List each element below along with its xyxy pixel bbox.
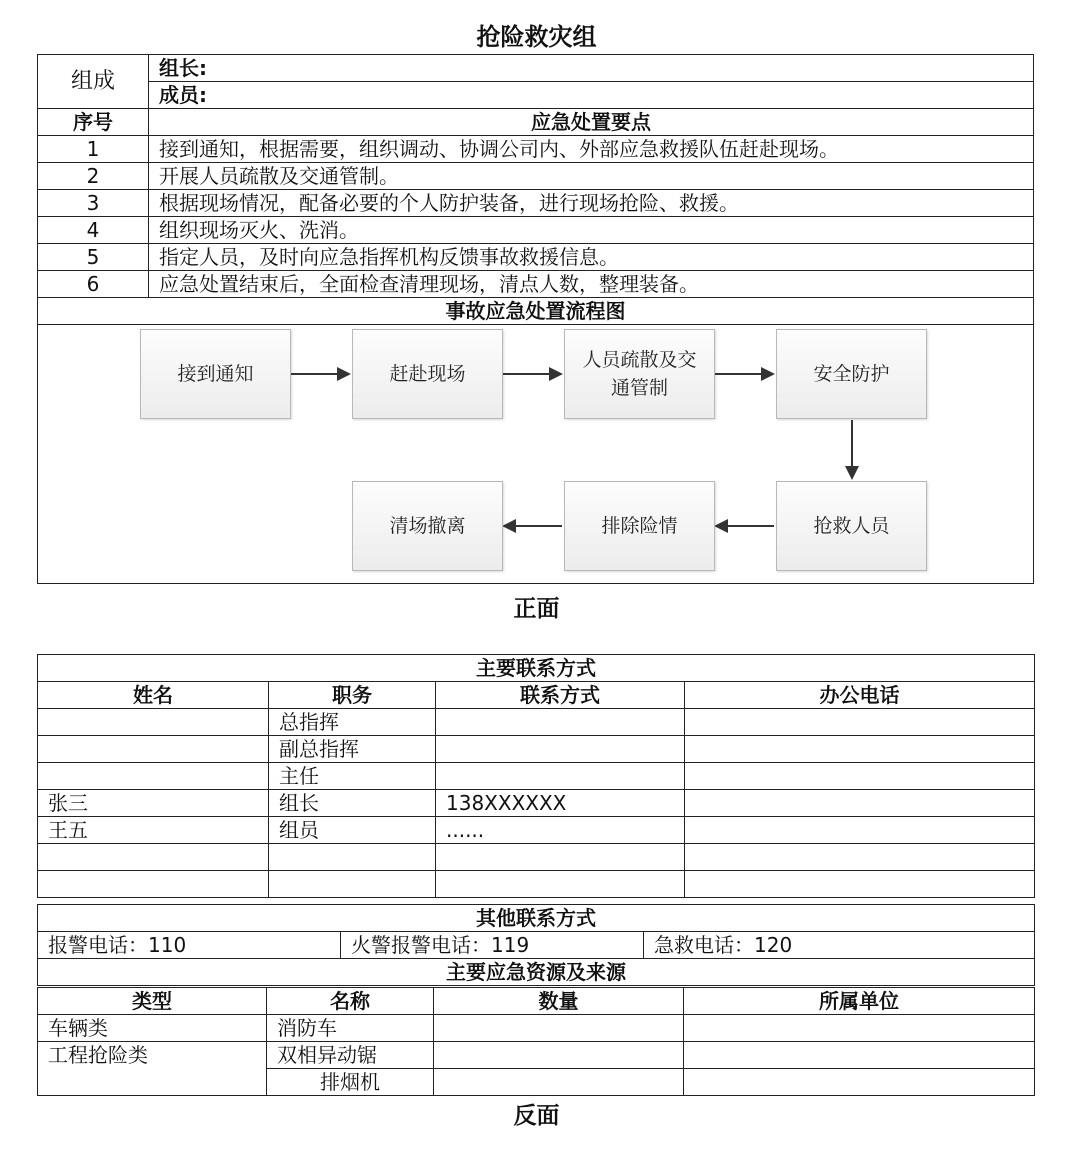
- flow-node-receive-notice: 接到通知: [140, 329, 291, 419]
- resource-quantity: [434, 1042, 684, 1069]
- step-index: 5: [38, 244, 149, 271]
- contact-method: ......: [436, 817, 685, 844]
- other-contacts-table: [37, 904, 1035, 986]
- contact-method: [436, 871, 685, 898]
- members-field: 成员:: [149, 82, 1034, 109]
- contact-office: [685, 763, 1035, 790]
- contacts-title-row: [38, 655, 1035, 682]
- resource-row: [38, 1042, 1035, 1069]
- resource-unit: [684, 1015, 1035, 1042]
- step-text: 指定人员，及时向应急指挥机构反馈事故救援信息。: [149, 244, 1034, 271]
- back-caption: 反面: [513, 1103, 560, 1129]
- step-index: 6: [38, 271, 149, 298]
- contact-name: [38, 709, 269, 736]
- contacts-header-row: [38, 682, 1035, 709]
- front-caption: 正面: [513, 596, 560, 622]
- resource-name: 消防车: [267, 1015, 434, 1042]
- index-header: 序号: [38, 109, 149, 136]
- contact-method: [436, 763, 685, 790]
- contacts-table: [37, 654, 1035, 898]
- arrow-left-icon: [504, 525, 562, 527]
- composition-row-leader: [38, 55, 1034, 82]
- step-text: 接到通知，根据需要，组织调动、协调公司内、外部应急救援队伍赶赴现场。: [149, 136, 1034, 163]
- flow-node-evacuation-traffic: 人员疏散及交通管制: [564, 329, 715, 419]
- emergency-procedure-table: [37, 54, 1034, 584]
- contact-position: 组长: [269, 790, 436, 817]
- other-contacts-title-row: [38, 905, 1035, 932]
- leader-field: 组长:: [149, 55, 1034, 82]
- contact-position: [269, 844, 436, 871]
- steps-header-row: [38, 109, 1034, 136]
- contact-row: [38, 844, 1035, 871]
- contact-position: 总指挥: [269, 709, 436, 736]
- header-office-phone: 办公电话: [685, 682, 1035, 709]
- step-row: [38, 136, 1034, 163]
- header-resource-name: 名称: [267, 988, 434, 1015]
- contact-name: 张三: [38, 790, 269, 817]
- resource-row: [38, 1015, 1035, 1042]
- header-contact: 联系方式: [436, 682, 685, 709]
- arrow-down-icon: [851, 420, 853, 478]
- arrow-right-icon: [291, 373, 349, 375]
- contact-method: 138XXXXXX: [436, 790, 685, 817]
- contact-office: [685, 871, 1035, 898]
- contact-row: [38, 871, 1035, 898]
- flow-node-rescue-people: 抢救人员: [776, 481, 927, 571]
- contact-name: [38, 736, 269, 763]
- step-row: [38, 271, 1034, 298]
- step-index: 3: [38, 190, 149, 217]
- step-row: [38, 244, 1034, 271]
- step-row: [38, 163, 1034, 190]
- flowchart-title: 事故应急处置流程图: [38, 298, 1034, 325]
- step-row: [38, 217, 1034, 244]
- contact-name: 王五: [38, 817, 269, 844]
- flowchart-cell: [38, 325, 1034, 584]
- resource-unit: [684, 1042, 1035, 1069]
- contact-office: [685, 709, 1035, 736]
- composition-label: 组成: [38, 55, 149, 109]
- step-text: 应急处置结束后，全面检查清理现场，清点人数，整理装备。: [149, 271, 1034, 298]
- header-name: 姓名: [38, 682, 269, 709]
- contact-name: [38, 844, 269, 871]
- contact-method: [436, 736, 685, 763]
- step-index: 1: [38, 136, 149, 163]
- resource-quantity: [434, 1015, 684, 1042]
- resource-name: 双相异动锯: [267, 1042, 434, 1069]
- contact-position: 组员: [269, 817, 436, 844]
- contacts-title: 主要联系方式: [38, 655, 1035, 682]
- fire-phone: 火警报警电话：119: [341, 932, 644, 959]
- contact-row: [38, 817, 1035, 844]
- step-text: 开展人员疏散及交通管制。: [149, 163, 1034, 190]
- resources-title-row: [38, 959, 1035, 986]
- contact-office: [685, 736, 1035, 763]
- contact-office: [685, 844, 1035, 871]
- resource-quantity: [434, 1069, 684, 1096]
- contact-row: [38, 790, 1035, 817]
- ambulance-phone: 急救电话：120: [644, 932, 1035, 959]
- resource-unit: [684, 1069, 1035, 1096]
- header-quantity: 数量: [434, 988, 684, 1015]
- contact-office: [685, 817, 1035, 844]
- contact-position: 主任: [269, 763, 436, 790]
- composition-row-members: [38, 82, 1034, 109]
- contact-position: [269, 871, 436, 898]
- flowchart: [38, 325, 1033, 583]
- contact-row: [38, 736, 1035, 763]
- page-title: 抢险救灾组: [476, 23, 597, 51]
- flow-node-rush-to-scene: 赶赴现场: [352, 329, 503, 419]
- header-position: 职务: [269, 682, 436, 709]
- header-owner-unit: 所属单位: [684, 988, 1035, 1015]
- header-type: 类型: [38, 988, 267, 1015]
- flow-node-safety-protection: 安全防护: [776, 329, 927, 419]
- flow-node-eliminate-hazard: 排除险情: [564, 481, 715, 571]
- content-header: 应急处置要点: [149, 109, 1034, 136]
- resource-type: 工程抢险类: [38, 1042, 267, 1096]
- other-contacts-title: 其他联系方式: [38, 905, 1035, 932]
- other-contacts-row: [38, 932, 1035, 959]
- contact-row: [38, 763, 1035, 790]
- resource-name: 排烟机: [267, 1069, 434, 1096]
- contact-method: [436, 844, 685, 871]
- resources-title: 主要应急资源及来源: [38, 959, 1035, 986]
- contact-row: [38, 709, 1035, 736]
- resources-table: [37, 987, 1035, 1096]
- resources-header-row: [38, 988, 1035, 1015]
- contact-office: [685, 790, 1035, 817]
- contact-position: 副总指挥: [269, 736, 436, 763]
- contact-method: [436, 709, 685, 736]
- step-index: 2: [38, 163, 149, 190]
- flowchart-row: [38, 325, 1034, 584]
- flowchart-title-row: [38, 298, 1034, 325]
- arrow-left-icon: [716, 525, 774, 527]
- step-row: [38, 190, 1034, 217]
- contact-name: [38, 871, 269, 898]
- arrow-right-icon: [715, 373, 773, 375]
- arrow-right-icon: [503, 373, 561, 375]
- resource-type: 车辆类: [38, 1015, 267, 1042]
- contact-name: [38, 763, 269, 790]
- step-index: 4: [38, 217, 149, 244]
- police-phone: 报警电话：110: [38, 932, 341, 959]
- flow-node-clear-evacuate: 清场撤离: [352, 481, 503, 571]
- step-text: 组织现场灭火、洗消。: [149, 217, 1034, 244]
- step-text: 根据现场情况，配备必要的个人防护装备，进行现场抢险、救援。: [149, 190, 1034, 217]
